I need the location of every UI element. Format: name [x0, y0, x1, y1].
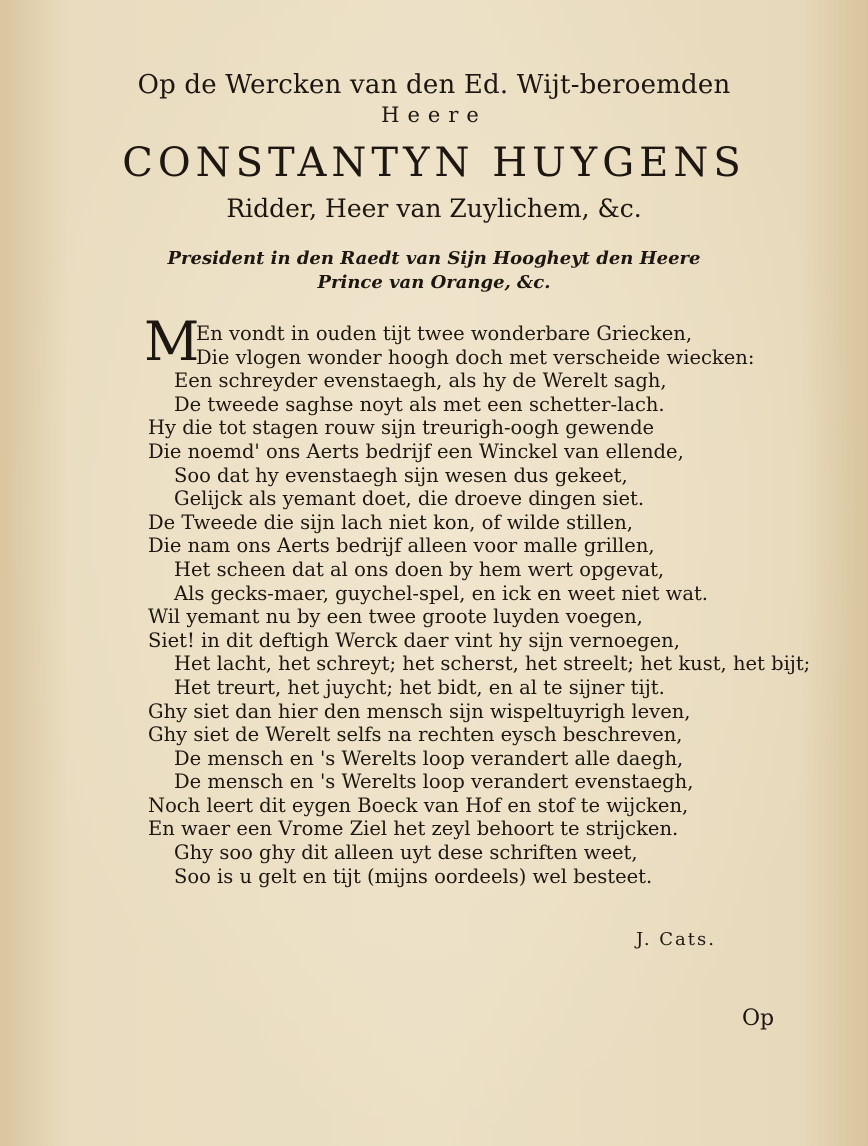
drop-cap: M	[144, 310, 200, 373]
poem-line: De Tweede die sijn lach niet kon, of wilde stillen,	[148, 510, 633, 534]
poem-line: Soo dat hy evenstaegh sijn wesen dus gekeet,	[174, 463, 628, 487]
title-line-2: Heere	[381, 103, 487, 127]
poem-line: Als gecks-maer, guychel-spel, en ick en weet niet wat.	[174, 581, 708, 605]
poem-line: En waer een Vrome Ziel het zeyl behoort te strijcken.	[148, 817, 679, 841]
poem-line: De mensch en 's Werelts loop verandert evenstaegh,	[174, 770, 694, 794]
poem-line: Die noemd' ons Aerts bedrijf een Winckel van ellende,	[148, 439, 684, 463]
subtitle-1: President in den Raedt van Sijn Hoogheyt den Heere	[167, 248, 701, 269]
poem	[148, 322, 828, 888]
poem-line: Wil yemant nu by een twee groote luyden voegen,	[148, 605, 643, 629]
title-line-4: Ridder, Heer van Zuylichem, &c.	[226, 194, 642, 223]
poem-line: Het lacht, het schreyt; het scherst, het streelt; het kust, het bijt;	[174, 652, 811, 676]
poem-line: Het treurt, het juycht; het bidt, en al te sijner tijt.	[174, 675, 665, 699]
poem-line: Noch leert dit eygen Boeck van Hof en stof te wijcken,	[148, 793, 689, 817]
poem-line: Ghy siet dan hier den mensch sijn wispeltuyrigh leven,	[148, 699, 691, 723]
signature: J. Cats.	[636, 929, 716, 950]
poem-line: Die nam ons Aerts bedrijf alleen voor malle grillen,	[148, 534, 655, 558]
subtitle-2: Prince van Orange, &c.	[317, 272, 551, 293]
catchword: Op	[742, 1006, 775, 1031]
poem-line: Een schreyder evenstaegh, als hy de Werelt sagh,	[174, 369, 667, 393]
poem-line: En vondt in ouden tijt twee wonderbare Griecken,	[196, 322, 693, 345]
poem-line: Hy die tot stagen rouw sijn treurigh-oogh gewende	[148, 416, 655, 440]
poem-line: Siet! in dit deftigh Werck daer vint hy sijn vernoegen,	[148, 628, 680, 652]
poem-line: Die vlogen wonder hoogh doch met verscheide wiecken:	[196, 345, 755, 369]
poem-line: Het scheen dat al ons doen by hem wert opgevat,	[174, 557, 665, 581]
title-line-1: Op de Wercken van den Ed. Wijt-beroemden	[137, 70, 731, 100]
title-name: CONSTANTYN HUYGENS	[122, 140, 746, 186]
poem-line: Gelijck als yemant doet, die droeve dingen siet.	[174, 487, 645, 511]
poem-line: Ghy soo ghy dit alleen uyt dese schriften weet,	[174, 841, 638, 865]
poem-line: Ghy siet de Werelt selfs na rechten eysch beschreven,	[148, 723, 683, 747]
poem-line: De mensch en 's Werelts loop verandert alle daegh,	[174, 746, 684, 770]
poem-line: Soo is u gelt en tijt (mijns oordeels) wel besteet.	[174, 864, 653, 888]
poem-line: De tweede saghse noyt als met een schetter-lach.	[174, 392, 665, 416]
